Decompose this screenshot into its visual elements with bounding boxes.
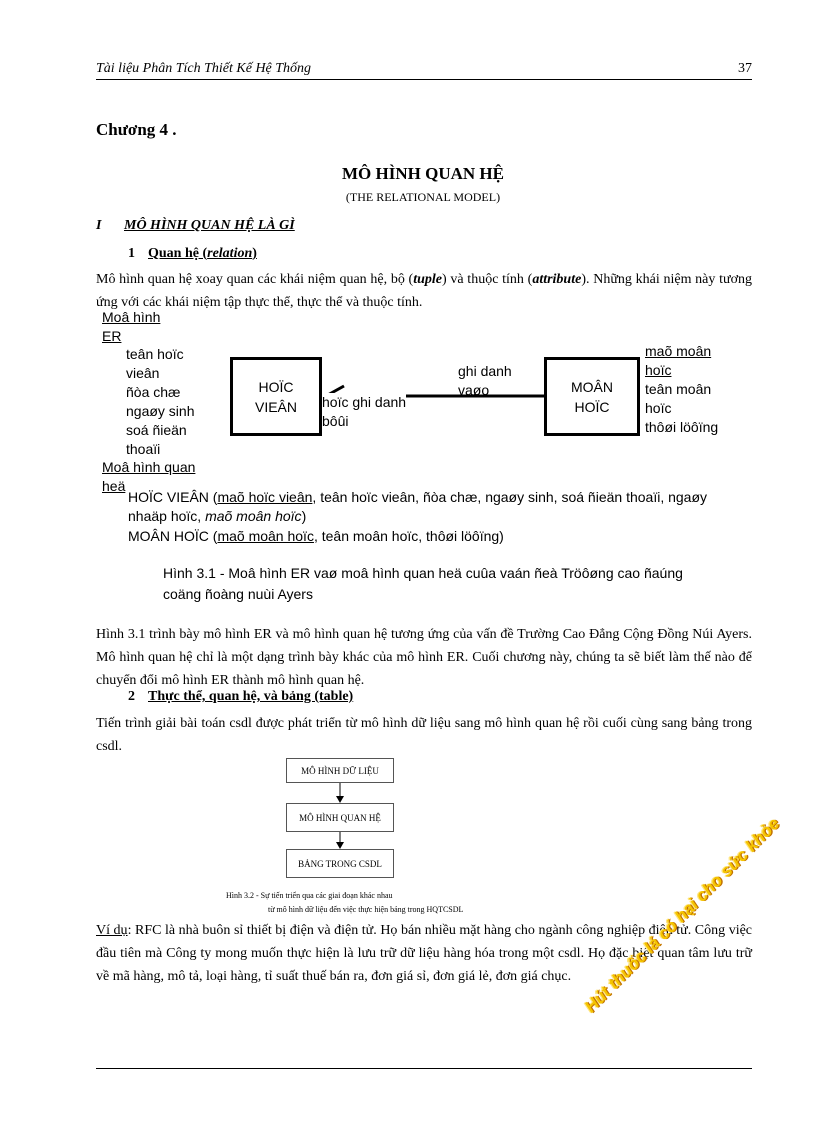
attr-birthdate: ngaøy sinh — [126, 403, 195, 419]
attr-name-1: teân hoïc — [126, 346, 184, 362]
attr-phone-2: thoaïi — [126, 441, 161, 457]
figure1-caption: Hình 3.1 - Moâ hình ER vaø moâ hình quan heä cuûa vaán ñeà Tröôøng cao ñaúng coäng ñoàng nuùi Ayers — [163, 565, 683, 602]
course-attributes: maõ moân hoïc teân moân hoïc thôøi löôïng — [645, 343, 719, 435]
figure2-caption-line1: Hình 3.2 - Sự tiến triển qua các giai đoạn khác nhau — [226, 891, 393, 900]
attr-name-2: vieân — [126, 365, 160, 381]
section-number: I — [96, 218, 102, 233]
chapter-title: MÔ HÌNH QUAN HỆ — [342, 164, 504, 183]
subsection2-title: Thực thể, quan hệ, và bảng (table) — [148, 689, 354, 704]
attr-phone-1: soá ñieän — [126, 422, 187, 438]
figure2-caption-line2: từ mô hình dữ liệu đến việc thực hiện bảng trong HQTCSDL — [268, 905, 464, 914]
relationship-label-lower: hoïc ghi danh bôûi — [322, 394, 407, 429]
paragraph-relation-intro: Mô hình quan hệ xoay quan các khái niệm quan hệ, bộ (tuple) và thuộc tính (attribute). Những khái niệm này tương ứng với các khái niệm tập thực thể, thực thể và thuộc tính. — [96, 272, 752, 310]
paragraph-figure1-explanation: Hình 3.1 trình bày mô hình ER và mô hình quan hệ tương ứng của vấn đề Trường Cao Đẳng Cộng Đồng Núi Ayers. Mô hình quan hệ chỉ là một dạng trình bày khác của mô hình ER. Cuối chương này, chúng ta sẽ biết làm thế nào để chuyển đổi mô hình ER thành mô hình quan hệ. — [96, 627, 752, 688]
section-title: MÔ HÌNH QUAN HỆ LÀ GÌ — [124, 218, 295, 233]
subsection2-number: 2 — [128, 689, 135, 704]
subsection-title: Quan hệ (relation) — [148, 246, 257, 261]
down-arrow-icon — [336, 832, 344, 849]
relation-student: HOÏC VIEÂN (maõ hoïc vieân, teân hoïc vieân, ñòa chæ, ngaøy sinh, soá ñieän thoaïi, ngaøy nhaäp hoïc, maõ moân hoïc) — [128, 489, 708, 524]
down-arrow-icon — [336, 783, 344, 803]
flow-step-relational-model: MÔ HÌNH QUAN HỆ — [286, 803, 394, 832]
flow-step-data-model: MÔ HÌNH DỮ LIỆU — [286, 758, 394, 783]
relation-course: MOÂN HOÏC (maõ moân hoïc, teân moân hoïc, thôøi löôïng) — [128, 528, 504, 544]
course-key-attr-1: maõ moân — [645, 343, 712, 359]
attr-address: ñòa chæ — [126, 384, 181, 400]
paragraph-example: Ví dụ: RFC là nhà buôn sỉ thiết bị điện và điện tử. Họ bán nhiều mặt hàng cho ngành công nghiệp điện tử. Công việc đầu tiên mà Công ty mong muốn thực hiện là lưu trữ dữ liệu hàng hóa trong một csdl. Họ đặc biệt quan tâm lưu trữ về mã hàng, mô tả, loại hàng, tỉ suất thuế bán ra, đơn giá sỉ, đơn giá lẻ, đơn giá chục. — [96, 923, 753, 984]
paragraph-process: Tiến trình giải bài toán csdl được phát triển từ mô hình dữ liệu sang mô hình quan hệ rồi cuối cùng sang bảng trong csdl. — [96, 716, 752, 754]
course-entity-box: MOÂN HOÏC — [544, 357, 640, 436]
flow-step-db-tables: BẢNG TRONG CSDL — [286, 849, 394, 878]
er-model-label: Moâ hình ER — [102, 309, 161, 344]
health-warning-watermark: Hút thuốc lá có hại cho sức khỏe — [580, 813, 784, 1017]
footer-rule — [96, 1068, 752, 1069]
relational-model-label: Moâ hình quan heä — [102, 459, 196, 494]
course-key-attr-2: hoïc — [645, 362, 672, 378]
chapter-label: Chương 4 . — [96, 120, 177, 139]
student-entity-box: HOÏC VIEÂN — [230, 357, 322, 436]
relationship-label-upper: ghi danh vaøo — [458, 363, 512, 398]
chapter-subtitle: (THE RELATIONAL MODEL) — [345, 190, 501, 204]
page-number: 37 — [738, 61, 752, 76]
header-doc-title: Tài liệu Phân Tích Thiết Kế Hệ Thống — [96, 61, 312, 76]
subsection-number: 1 — [128, 246, 135, 261]
